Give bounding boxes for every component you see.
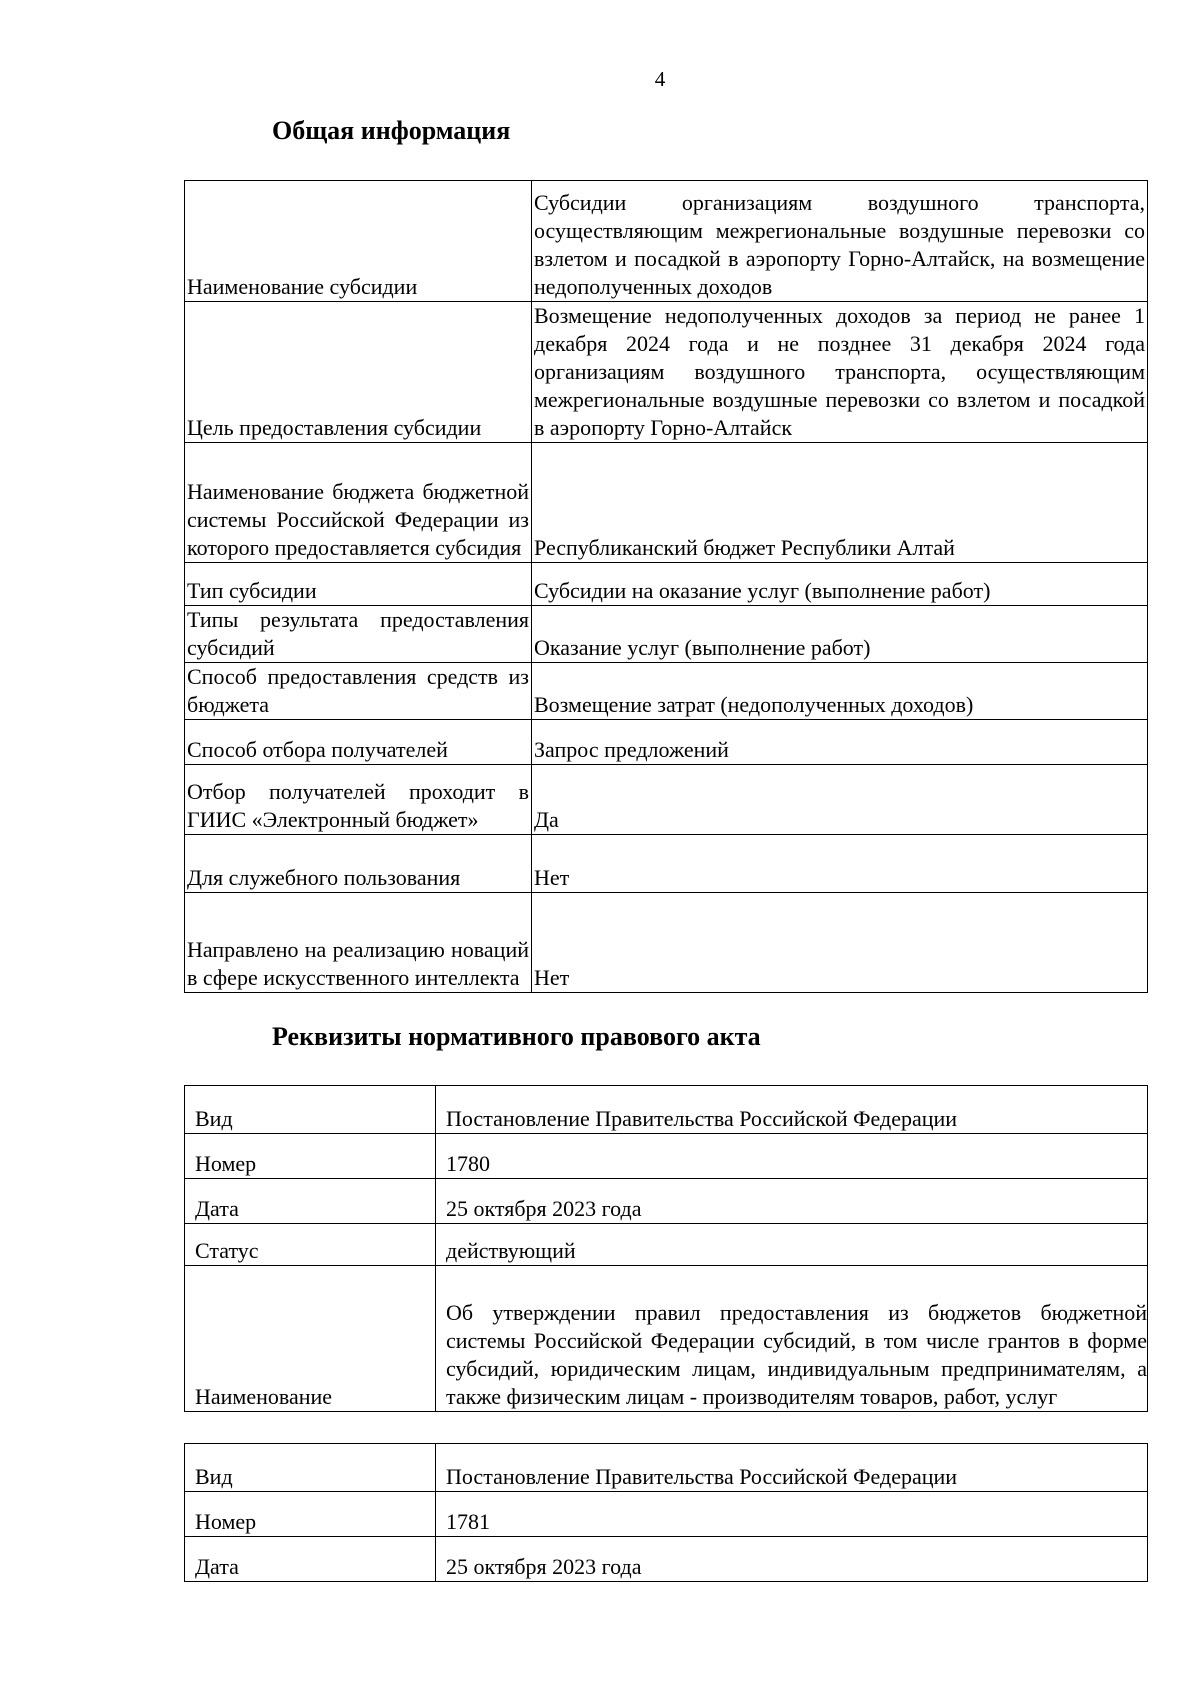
general-info-table [184,180,1148,993]
row-value: действующий [436,1224,1148,1266]
table-row [185,302,1148,443]
table-row [185,835,1148,893]
row-value: Постановление Правительства Российской Федерации [436,1444,1148,1492]
row-value: Да [532,765,1148,835]
row-label: Вид [185,1444,436,1492]
row-value: 25 октября 2023 года [436,1537,1148,1582]
row-label: Типы результата предоставления субсидий [185,606,532,663]
row-label: Статус [185,1224,436,1266]
table-row [185,720,1148,765]
row-value: Субсидии на оказание услуг (выполнение работ) [532,563,1148,606]
table-row [185,563,1148,606]
table-row [185,1179,1148,1224]
table-row [185,1086,1148,1134]
row-label: Способ предоставления средств из бюджета [185,663,532,720]
table-row [185,1537,1148,1582]
row-label: Дата [185,1179,436,1224]
row-value: Постановление Правительства Российской Федерации [436,1086,1148,1134]
row-label: Наименование бюджета бюджетной системы Российской Федерации из которого предоставляется субсидия [185,443,532,563]
row-label: Тип субсидии [185,563,532,606]
table-row [185,1224,1148,1266]
table-row [185,663,1148,720]
row-label: Наименование [185,1266,436,1412]
table-row [185,1266,1148,1412]
row-label: Дата [185,1537,436,1582]
row-label: Направлено на реализацию новаций в сфере искусственного интеллекта [185,893,532,993]
row-label: Наименование субсидии [185,181,532,302]
row-value: Оказание услуг (выполнение работ) [532,606,1148,663]
row-label: Для служебного пользования [185,835,532,893]
row-value: Возмещение затрат (недополученных доходов) [532,663,1148,720]
row-value: Нет [532,835,1148,893]
table-row [185,893,1148,993]
table-row [185,443,1148,563]
general-info-heading: Общая информация [272,116,511,145]
requisites-table [184,1085,1148,1412]
row-value: Субсидии организациям воздушного транспорта, осуществляющим межрегиональные воздушные перевозки со взлетом и посадкой в аэропорту Горно-Алтайск, на возмещение недополученных доходов [532,181,1148,302]
row-value: Республиканский бюджет Республики Алтай [532,443,1148,563]
row-value: Возмещение недополученных доходов за период не ранее 1 декабря 2024 года и не позднее 31 декабря 2024 года организациям воздушного транспорта, осуществляющим межрегиональные воздушные перевозки со взлетом и посадкой в аэропорту Горно-Алтайск [532,302,1148,443]
row-label: Способ отбора получателей [185,720,532,765]
row-value: 1781 [436,1492,1148,1537]
table-row [185,765,1148,835]
row-value: Запрос предложений [532,720,1148,765]
page-number: 4 [654,67,666,91]
requisites-heading: Реквизиты нормативного правового акта [272,1022,761,1051]
row-value: Об утверждении правил предоставления из бюджетов бюджетной системы Российской Федерации субсидий, в том числе грантов в форме субсидий, юридическим лицам, индивидуальным предпринимателям, а также физическим лицам - производителям товаров, работ, услуг [436,1266,1148,1412]
row-label: Отбор получателей проходит в ГИИС «Электронный бюджет» [185,765,532,835]
row-label: Номер [185,1134,436,1179]
table-row [185,1134,1148,1179]
table-row [185,181,1148,302]
row-label: Вид [185,1086,436,1134]
table-row [185,606,1148,663]
row-label: Номер [185,1492,436,1537]
row-value: Нет [532,893,1148,993]
table-row [185,1444,1148,1492]
requisites-table [184,1443,1148,1582]
table-row [185,1492,1148,1537]
row-value: 1780 [436,1134,1148,1179]
row-label: Цель предоставления субсидии [185,302,532,443]
row-value: 25 октября 2023 года [436,1179,1148,1224]
